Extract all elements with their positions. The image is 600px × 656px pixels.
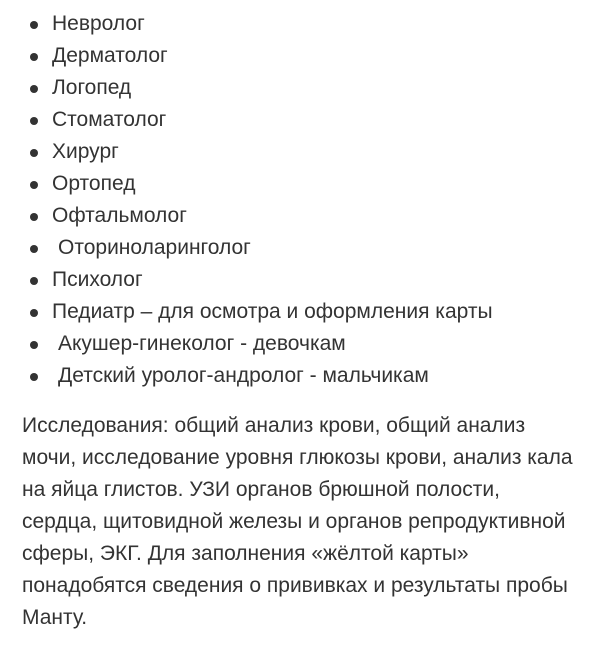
list-item xyxy=(22,72,600,104)
list-item xyxy=(22,136,600,168)
list-item xyxy=(22,104,600,136)
list-item-label: Стоматолог xyxy=(52,108,167,131)
list-item xyxy=(22,264,600,296)
bullet-icon xyxy=(30,213,38,221)
specialist-list xyxy=(0,8,600,392)
bullet-icon xyxy=(30,309,38,317)
list-item-label: Хирург xyxy=(52,140,119,163)
bullet-icon xyxy=(30,85,38,93)
bullet-icon xyxy=(30,149,38,157)
list-item xyxy=(22,168,600,200)
bullet-icon xyxy=(30,245,38,253)
list-item-label: Психолог xyxy=(52,268,143,291)
list-item-label: Акушер-гинеколог - девочкам xyxy=(58,332,346,355)
list-item xyxy=(22,200,600,232)
bullet-icon xyxy=(30,373,38,381)
list-item xyxy=(22,296,600,328)
bullet-icon xyxy=(30,341,38,349)
list-item-label: Детский уролог-андролог - мальчикам xyxy=(58,364,429,387)
list-item-label: Логопед xyxy=(52,76,132,99)
list-item xyxy=(22,232,600,264)
bullet-icon xyxy=(30,21,38,29)
list-item-label: Дерматолог xyxy=(52,44,168,67)
list-item xyxy=(22,8,600,40)
list-item-label: Ортопед xyxy=(52,172,136,195)
list-item-label: Оториноларинголог xyxy=(58,236,251,259)
list-item-label: Педиатр – для осмотра и оформления карты xyxy=(52,300,493,323)
bullet-icon xyxy=(30,53,38,61)
list-item xyxy=(22,40,600,72)
list-item-label: Невролог xyxy=(52,12,145,35)
bullet-icon xyxy=(30,181,38,189)
bullet-icon xyxy=(30,277,38,285)
research-paragraph: Исследования: общий анализ крови, общий анализ мочи, исследование уровня глюкозы крови, анализ кала на яйца глистов. УЗИ органов брюшной полости, сердца, щитовидной железы и органов репродуктивной сферы, ЭКГ. Для заполнения «жёлтой карты» понадобятся сведения о прививках и результаты пробы Манту. xyxy=(22,414,573,629)
list-item xyxy=(22,328,600,360)
list-item xyxy=(22,360,600,392)
bullet-icon xyxy=(30,117,38,125)
list-item-label: Офтальмолог xyxy=(52,204,187,227)
